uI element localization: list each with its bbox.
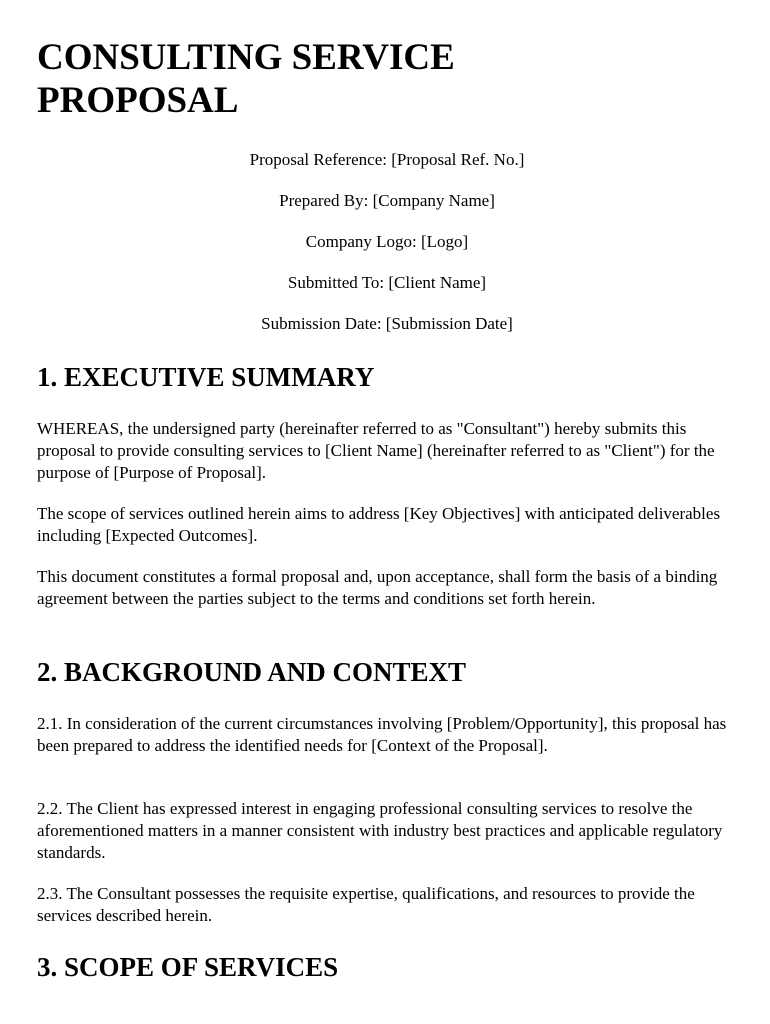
background-paragraph-2-1: 2.1. In consideration of the current circumstances involving [Problem/Opportunity], this proposal has been prepared to address the identified needs for [Context of the Proposal]. [37,714,727,755]
executive-summary-paragraph-3: This document constitutes a formal proposal and, upon acceptance, shall form the basis of a binding agreement between the parties subject to the terms and conditions set forth herein. [37,567,718,608]
submitted-to: Submitted To: [Client Name] [287,273,487,292]
section-heading-scope-of-services: 3. SCOPE OF SERVICES [37,952,339,982]
submission-date: Submission Date: [Submission Date] [261,314,513,333]
company-logo-placeholder: Company Logo: [Logo] [305,232,469,251]
title-line-1: CONSULTING SERVICE [37,37,455,78]
document-title [37,36,737,122]
section-heading-background: 2. BACKGROUND AND CONTEXT [37,657,467,687]
section-heading-executive-summary: 1. EXECUTIVE SUMMARY [37,362,375,392]
prepared-by: Prepared By: [Company Name] [279,191,495,210]
background-paragraph-2-3: 2.3. The Consultant possesses the requisite expertise, qualifications, and resources to provide the services described herein. [37,884,695,925]
title-line-2: PROPOSAL [37,80,239,121]
background-paragraph-2-2: 2.2. The Client has expressed interest in engaging professional consulting services to resolve the aforementioned matters in a manner consistent with industry best practices and applicable regulatory standards. [37,799,723,862]
executive-summary-paragraph-1: WHEREAS, the undersigned party (hereinafter referred to as "Consultant") hereby submits this proposal to provide consulting services to [Client Name] (hereinafter referred to as "Client") for the purpose of [Purpose of Proposal]. [37,419,715,482]
executive-summary-paragraph-2: The scope of services outlined herein aims to address [Key Objectives] with anticipated deliverables including [Expected Outcomes]. [37,504,721,545]
proposal-reference: Proposal Reference: [Proposal Ref. No.] [249,150,525,169]
